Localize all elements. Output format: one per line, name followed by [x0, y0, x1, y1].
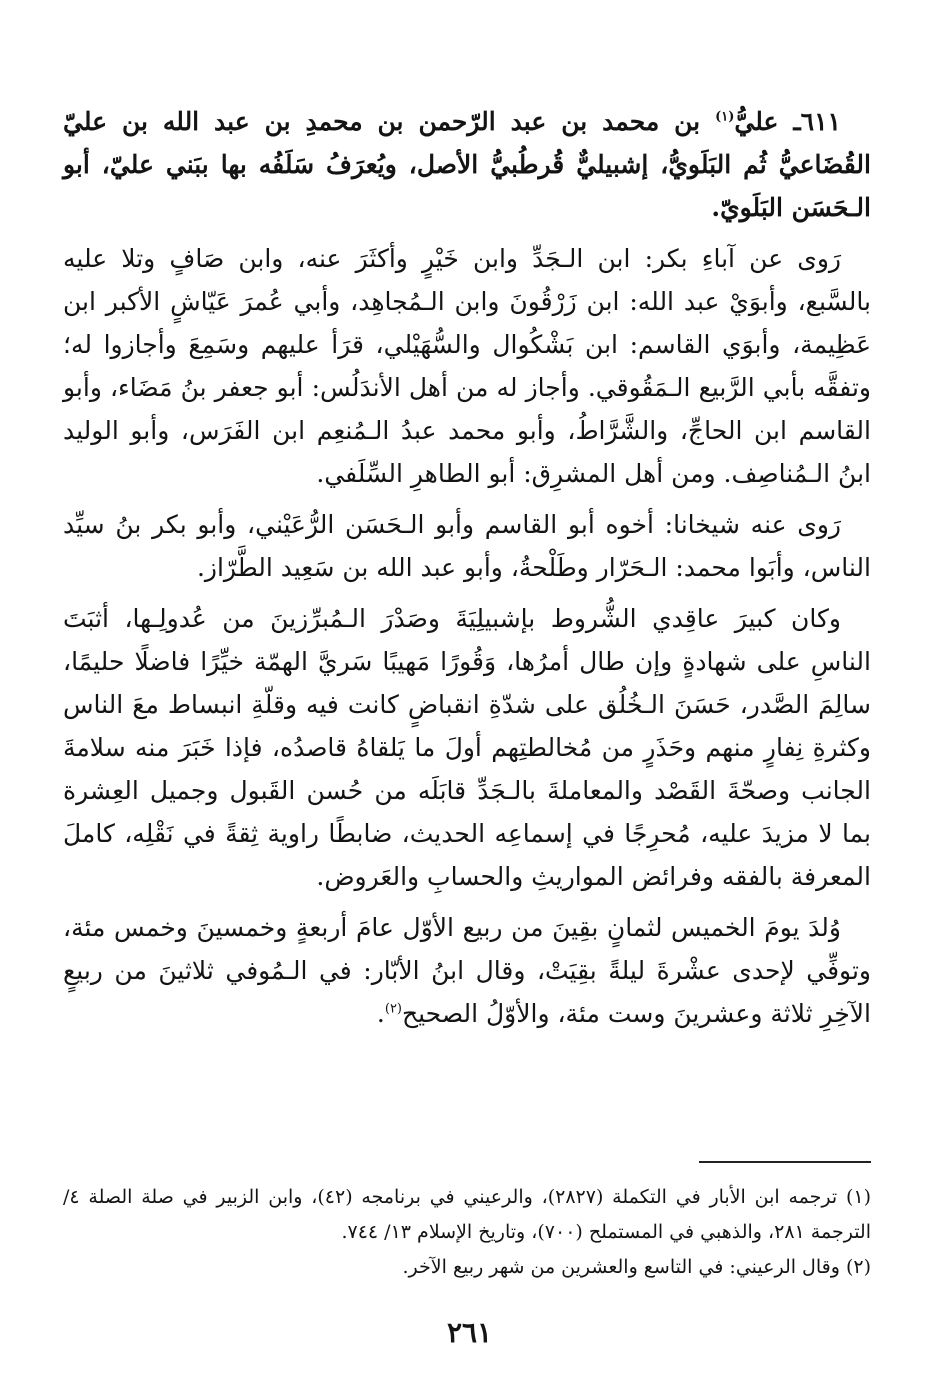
- biography-paragraph: وكان كبيرَ عاقِدي الشُّروط بإشبيلِيَةَ وصَدْرَ الـمُبرِّزينَ من عُدولِـها، أثبَتَ الناسِ على شهادةٍ وإن طال أمرُها، وَقُورًا مَهيبًا سَريَّ الهمّة خيِّرًا فاضلًا حليمًا، سالِمَ الصَّدر، حَسَنَ الـخُلُق على شدّةِ انقباضٍ كانت فيه وقلّةِ انبساط معَ الناس وكثرةِ نِفارٍ منهم وحَذَرٍ من مُخالطتِهم أولَ ما يَلقاهُ قاصدُه، فإذا خَبَرَ منه سلامةَ الجانب وصحّةَ القَصْد والمعاملةَ بالـجَدِّ قابَلَه من حُسن القَبول وجميل العِشرة بما لا مزيدَ عليه، مُحرِجًا في إسماعِه الحديث، ضابطًا راوية ثِقةً في نَقْلِه، كاملَ المعرفة بالفقه وفرائض المواريثِ والحسابِ والعَروض.: [63, 604, 871, 891]
- main-text: [63, 100, 871, 1043]
- footnote-1: (١) ترجمه ابن الأبار في التكملة (٢٨٢٧)، والرعيني في برنامجه (٤٢)، وابن الزبير في صلة الصلة ٤/ الترجمة ٢٨١، والذهبي في المستملح (٧٠٠)، وتاريخ الإسلام ١٣/ ٧٤٤.: [63, 1186, 871, 1243]
- birth-death-paragraph: [63, 906, 871, 1035]
- entry-heading-text: بن محمد بن عبد الرّحمن بن محمدِ بن عبد الله بن عليّ القُضَاعيُّ ثُم البَلَويُّ، إشبيليٌّ قُرطُبيُّ الأصل، ويُعرَفُ سَلَفُه بها ببَني عليّ، أبو الـحَسَن البَلَويّ.: [63, 107, 871, 222]
- footnote-ref-1[interactable]: (١): [715, 109, 735, 125]
- birth-death-end: .: [376, 999, 385, 1028]
- students-paragraph: رَوى عنه شيخانا: أخوه أبو القاسم وأبو الـحَسَن الرُّعَيْني، وأبو بكر بنُ سيِّد الناس، وأبَوا محمد: الـحَرّار وطَلْحةُ، وأبو عبد الله بن سَعِيد الطَّرّاز.: [63, 510, 871, 582]
- footnote-2: (٢) وقال الرعيني: في التاسع والعشرين من شهر ربيع الآخر.: [402, 1256, 871, 1278]
- entry-heading-paragraph: [63, 100, 871, 229]
- page-number: ٢٦١: [446, 1316, 493, 1349]
- footnotes: [63, 1180, 871, 1285]
- footnote-separator: [699, 1161, 871, 1163]
- entry-number: ٦١١ـ: [793, 107, 841, 136]
- entry-name: عليُّ: [734, 107, 779, 136]
- birth-death-text: وُلدَ يومَ الخميس لثمانٍ بقِينَ من ربيع الأوّل عامَ أربعةٍ وخمسينَ وخمس مئة، وتوفِّي لإحدى عشْرةَ ليلةً بقِيَتْ، وقال ابنُ الأبّار: في الـمُوفي ثلاثينَ من ربيعٍ الآخِرِ ثلاثة وعشرينَ وست مئة، والأوّلُ الصحيح: [63, 913, 871, 1028]
- teachers-paragraph: رَوى عن آباءِ بكر: ابن الـجَدِّ وابن خَيْرٍ وأكثَرَ عنه، وابن صَافٍ وتلا عليه بالسَّبع، وأبوَيْ عبد الله: ابن زَرْقُونَ وابن الـمُجاهِد، وأبي عُمرَ عَيّاشٍ الأكبر ابن عَظِيمة، وأبوَي القاسم: ابن بَشْكُوال والسُّهَيْلي، قرَأ عليهم وسَمِعَ وأجازوا له؛ وتفقَّه بأبي الرَّبيع الـمَقُوقي. وأجاز له من أهل الأندَلُس: أبو جعفر بنُ مَضَاء، وأبو القاسم ابن الحاجِّ، والشَّرَّاطُ، وأبو محمد عبدُ الـمُنعِم ابن الفَرَس، وأبو الوليد ابنُ الـمُناصِف. ومن أهل المشرِق: أبو الطاهرِ السِّلَفي.: [63, 244, 871, 488]
- footnote-ref-2[interactable]: (٢): [384, 1001, 402, 1017]
